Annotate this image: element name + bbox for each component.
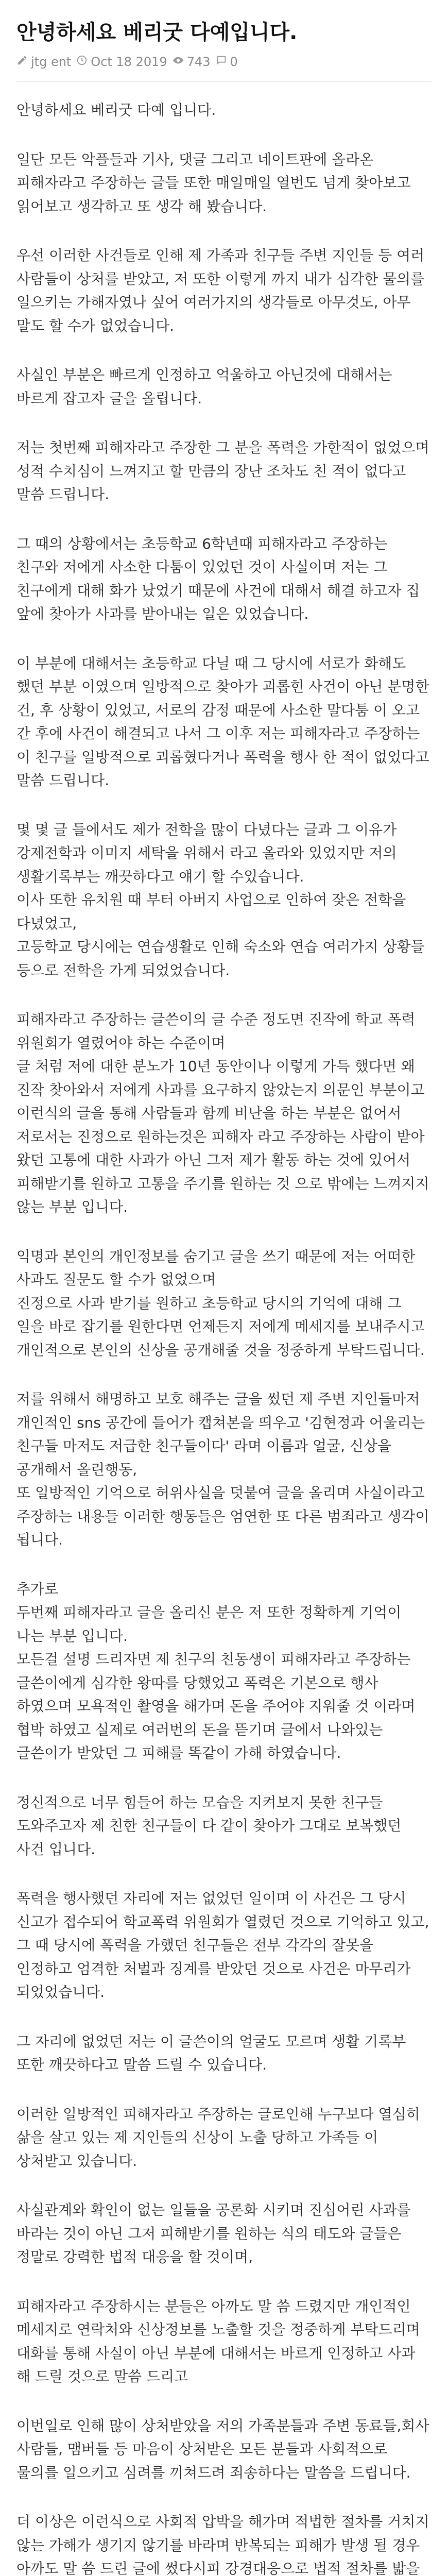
- post-content: [16, 98, 432, 2576]
- clock-icon: [76, 55, 88, 69]
- views-count: 743: [186, 55, 211, 69]
- post-paragraph: 피해자라고 주장하는 글쓴이의 글 수준 정도면 진작에 학교 폭력 위원회가 열렸어야 하는 수준이며 글 처럼 저에 대한 분노가 10년 동안이나 이렇게 가득 했다면 왜 진작 찾아와서 저에게 사과를 요구하지 않았는지 의문인 부분이고 이런식의 글을 통해 사람들과 함께 비난을 하는 부분은 없어서 저로서는 진정으로 원하는것은 피해자 라고 주장하는 사람이 받아 왔던 고통에 대한 사과가 아닌 그저 제가 활동 하는 것에 있어서 피해받기를 원하고 고통을 주기를 원하는 것 으로 밖에는 느껴지지 않는 부분 입니다.: [16, 1011, 429, 1215]
- post-author[interactable]: [16, 55, 71, 69]
- post-paragraph: 일단 모든 악플들과 기사, 댓글 그리고 네이트판에 올라온 피해자라고 주장하는 글들 또한 매일매일 열번도 넘게 찾아보고 읽어보고 생각하고 또 생각 해 봤습니다.: [16, 150, 411, 215]
- post-paragraph: 그 때의 상황에서는 초등학교 6학년때 피해자라고 주장하는 친구와 저에게 사소한 다툼이 있었던 것이 사실이며 저는 그 친구에게 대해 화가 났었기 때문에 사건에 대해서 해결 하고자 집 앞에 찾아가 사과를 받아내는 일은 있었습니다.: [16, 535, 420, 622]
- post-paragraph: 피해자라고 주장하시는 분들은 아까도 말 씀 드렸지만 개인적인 메세지로 연락처와 신상정보를 노출할 것을 정중하게 부탁드리며 대화를 통해 사실이 아닌 부분에 대해서는 바르게 인정하고 사과 해 드릴 것으로 말씀 드리고: [16, 2297, 420, 2385]
- post-paragraph: 그 자리에 없었던 저는 이 글쓴이의 얼굴도 모르며 생활 기록부 또한 깨끗하다고 말씀 드릴 수 있습니다.: [16, 2032, 406, 2073]
- post-paragraph: 우선 이러한 사건들로 인해 제 가족과 친구들 주변 지인들 등 여러 사람들이 상처를 받았고, 저 또한 이렇게 까지 내가 심각한 물의를 일으키는 가해자였나 싶어 여러가지의 생각들로 아무것도, 아무 말도 할 수가 없었습니다.: [16, 247, 425, 334]
- comment-icon: [216, 55, 227, 69]
- post-paragraph: 이러한 일방적인 피해자라고 주장하는 글로인해 누구보다 열심히 삶을 살고 있는 제 지인들의 신상이 노출 당하고 가족들 이 상처받고 있습니다.: [16, 2105, 420, 2170]
- post-paragraph: 저를 위해서 해명하고 보호 해주는 글을 썼던 제 주변 지인들마저 개인적인 sns 공간에 들어가 캡쳐본을 띄우고 '김현정과 어울리는 친구들 마저도 저급한 친구들이다' 라며 이름과 얼굴, 신상을 공개해서 올린행동, 또 일방적인 기억으로 허위사실을 덧붙여 글을 올리며 사실이라고 주장하는 내용들 이러한 행동들은 엄연한 또 다른 범죄라고 생각이 됩니다.: [16, 1391, 429, 1548]
- post-date: [76, 55, 167, 69]
- post-paragraph: 추가로 두번째 피해자라고 글을 올리신 분은 저 또한 정확하게 기억이 나는 부분 입니다. 모든걸 설명 드리자면 제 친구의 친동생이 피해자라고 주장하는 글쓴이에게 심각한 왕따를 당했었고 폭력은 기본으로 행사 하였으며 모욕적인 촬영을 해가며 돈을 주어야 지워줄 것 이라며 협박 하였고 실제로 여러번의 돈을 뜯기며 글에서 나와있는 글쓴이가 받았던 그 피해를 똑같이 가해 하였습니다.: [16, 1580, 416, 1761]
- header-divider: [16, 81, 432, 82]
- post-paragraph: 이번일로 인해 많이 상처받았을 저의 가족분들과 주변 동료들,회사 사람들, 맴버들 등 마음이 상처받은 모든 분들과 사회적으로 물의를 일으키고 심려를 끼쳐드려 죄송하다는 말씀을 드립니다.: [16, 2417, 429, 2481]
- post-paragraph: 몇 몇 글 들에서도 제가 전학을 많이 다녔다는 글과 그 이유가 강제전학과 이미지 세탁을 위해서 라고 올라와 있었지만 저의 생활기록부는 깨끗하다고 얘기 할 수있습니다. 이사 또한 유치원 때 부터 아버지 사업으로 인하여 잦은 전학을 다녔었고, 고등학교 당시에는 연습생활로 인해 숙소와 연습 여러가지 상황들 등으로 전학을 가게 되었었습니다.: [16, 821, 425, 979]
- date-text: Oct 18 2019: [91, 55, 167, 69]
- post-paragraph: 더 이상은 이런식으로 사회적 압박을 해가며 적법한 절차를 거치지 않는 가해가 생기지 않기를 바라며 반복되는 피해가 발생 될 경우 아까도 말 씀 드린 글에 썼다시피 강경대응으로 법적 절차를 밟을: [16, 2513, 429, 2576]
- post-paragraph: 사실관계와 확인이 없는 일들을 공론화 시키며 진심어린 사과를 바라는 것이 아닌 그저 피해받기를 원하는 식의 태도와 글들은 정말로 강력한 법적 대응을 할 것이며,: [16, 2201, 411, 2265]
- eye-icon: [173, 55, 184, 69]
- author-name: jtg ent: [31, 55, 72, 69]
- post-meta: [16, 55, 432, 81]
- post-views: [173, 55, 211, 69]
- comments-count: 0: [230, 55, 238, 69]
- post-title: 안녕하세요 베리굿 다예입니다.: [16, 21, 298, 44]
- post-comments[interactable]: [216, 55, 238, 69]
- post-paragraph: 정신적으로 너무 힘들어 하는 모습을 지켜보지 못한 친구들 도와주고자 제 친한 친구들이 다 같이 찾아가 그대로 보복했던 사건 입니다.: [16, 1793, 402, 1858]
- post-paragraph: 폭력을 행사했던 자리에 저는 없었던 일이며 이 사건은 그 당시 신고가 접수되어 학교폭력 위원회가 열렸던 것으로 기억하고 있고, 그 때 당시에 폭력을 가했던 친구들은 전부 각각의 잘못을 인정하고 엄격한 처벌과 징계를 받았던 것으로 사건은 마무리가 되었었습니다.: [16, 1890, 429, 2001]
- post-paragraph: 사실인 부분은 빠르게 인정하고 억울하고 아닌것에 대해서는 바르게 잡고자 글을 올립니다.: [16, 366, 392, 407]
- post-paragraph: 안녕하세요 베리굿 다예 입니다.: [16, 101, 216, 118]
- post-paragraph: 이 부분에 대해서는 초등학교 다닐 때 그 당시에 서로가 화해도 했던 부분 이였으며 일방적으로 찾아가 괴롭힌 사건이 아닌 분명한 건, 후 상황이 있었고, 서로의 감정 때문에 사소한 말다툼 이 오고 간 후에 사건이 해결되고 나서 그 이후 저는 피해자라고 주장하는 이 친구를 일방적으로 괴롭혔다거나 폭력을 행사 한 적이 없었다고 말씀 드립니다.: [16, 654, 429, 789]
- post-paragraph: 저는 첫번째 피해자라고 주장한 그 분을 폭력을 가한적이 없었으며 성적 수치심이 느껴지고 할 만큼의 장난 조차도 친 적이 없다고 말씀 드립니다.: [16, 439, 429, 503]
- pencil-icon: [16, 55, 28, 69]
- post-paragraph: 익명과 본인의 개인정보를 숨기고 글을 쓰기 때문에 저는 어떠한 사과도 질문도 할 수가 없었으며 진정으로 사과 받기를 원하고 초등학교 당시의 기억에 대해 그 일을 바로 잡기를 원한다면 언제든지 저에게 메세지를 보내주시고 개인적으로 본인의 신상을 공개해줄 것을 정중하게 부탁드립니다.: [16, 1247, 425, 1359]
